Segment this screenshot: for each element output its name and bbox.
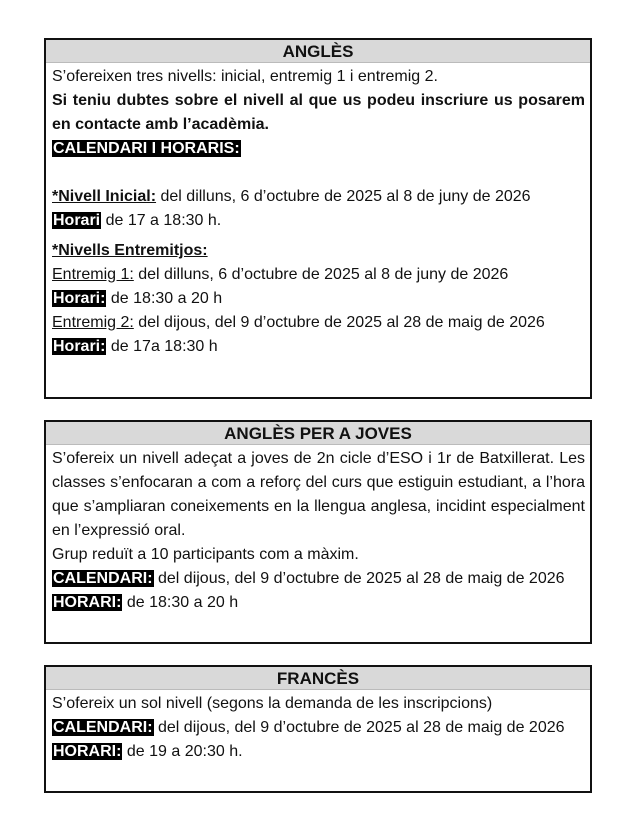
inicial-line — [52, 185, 585, 209]
calendari-text: del dijous, del 9 d’octubre de 2025 al 28 de maig de 2026 — [153, 570, 565, 587]
horari-label: Horari — [53, 212, 101, 229]
frances-section — [44, 665, 592, 793]
inicial-dates: del dilluns, 6 d’octubre de 2025 al 8 de juny de 2026 — [156, 188, 531, 205]
e1-time: de 18:30 a 20 h — [106, 290, 223, 307]
e1-dates: del dilluns, 6 d’octubre de 2025 al 8 de juny de 2026 — [133, 266, 509, 283]
joves-text: S’ofereix un nivell adeçat a joves de 2n cicle d’ESO i 1r de Batxillerat. Les classes s’enfocaran a com a reforç del curs que estiguin estudiant, a l’hora que s’ampliaran coneixements en la llengua anglesa, incidint especialment en l’expressió oral. — [52, 450, 585, 539]
horari-text: de 19 a 20:30 h. — [122, 743, 243, 760]
e2-horari-line — [52, 335, 585, 359]
horari-label: Horari: — [53, 290, 106, 307]
joves-calendari-line — [52, 567, 585, 591]
inicial-horari-line — [52, 209, 585, 233]
e2-time: de 17a 18:30 h — [106, 338, 218, 355]
horari-label: HORARI: — [53, 743, 122, 760]
calendari-label: CALENDARI: — [53, 719, 153, 736]
e2-line — [52, 311, 585, 335]
e2-label: Entremig 2: — [52, 314, 134, 331]
angles-section — [44, 38, 592, 399]
calendari-label: CALENDARI: — [53, 570, 153, 587]
frances-calendari-line — [52, 716, 585, 740]
inicial-time: de 17 a 18:30 h. — [101, 212, 222, 229]
horari-label: HORARI: — [53, 594, 122, 611]
calendari-text: del dijous, del 9 d’octubre de 2025 al 28 de maig de 2026 — [153, 719, 565, 736]
angles-title: ANGLÈS — [46, 40, 590, 63]
joves-horari-line — [52, 591, 585, 615]
joves-group: Grup reduït a 10 participants com a màxim. — [52, 546, 359, 563]
horari-text: de 18:30 a 20 h — [122, 594, 239, 611]
entremitjos-label: *Nivells Entremitjos: — [52, 242, 208, 259]
joves-section — [44, 420, 592, 644]
e1-line — [52, 263, 585, 287]
frances-horari-line — [52, 740, 585, 764]
frances-title: FRANCÈS — [46, 667, 590, 690]
joves-title: ANGLÈS PER A JOVES — [46, 422, 590, 445]
frances-text: S’ofereix un sol nivell (segons la demanda de les inscripcions) — [52, 695, 493, 712]
e1-label: Entremig 1: — [52, 266, 134, 283]
angles-intro: S’ofereixen tres nivells: inicial, entremig 1 i entremig 2. — [52, 68, 438, 85]
horari-label: Horari: — [53, 338, 106, 355]
e1-horari-line — [52, 287, 585, 311]
angles-note: Si teniu dubtes sobre el nivell al que us podeu inscriure us posarem en contacte amb l’acadèmia. — [52, 92, 585, 133]
e2-dates: del dijous, del 9 d’octubre de 2025 al 28 de maig de 2026 — [133, 314, 545, 331]
calendar-header: CALENDARI I HORARIS: — [53, 140, 240, 157]
inicial-label: *Nivell Inicial: — [52, 188, 157, 205]
